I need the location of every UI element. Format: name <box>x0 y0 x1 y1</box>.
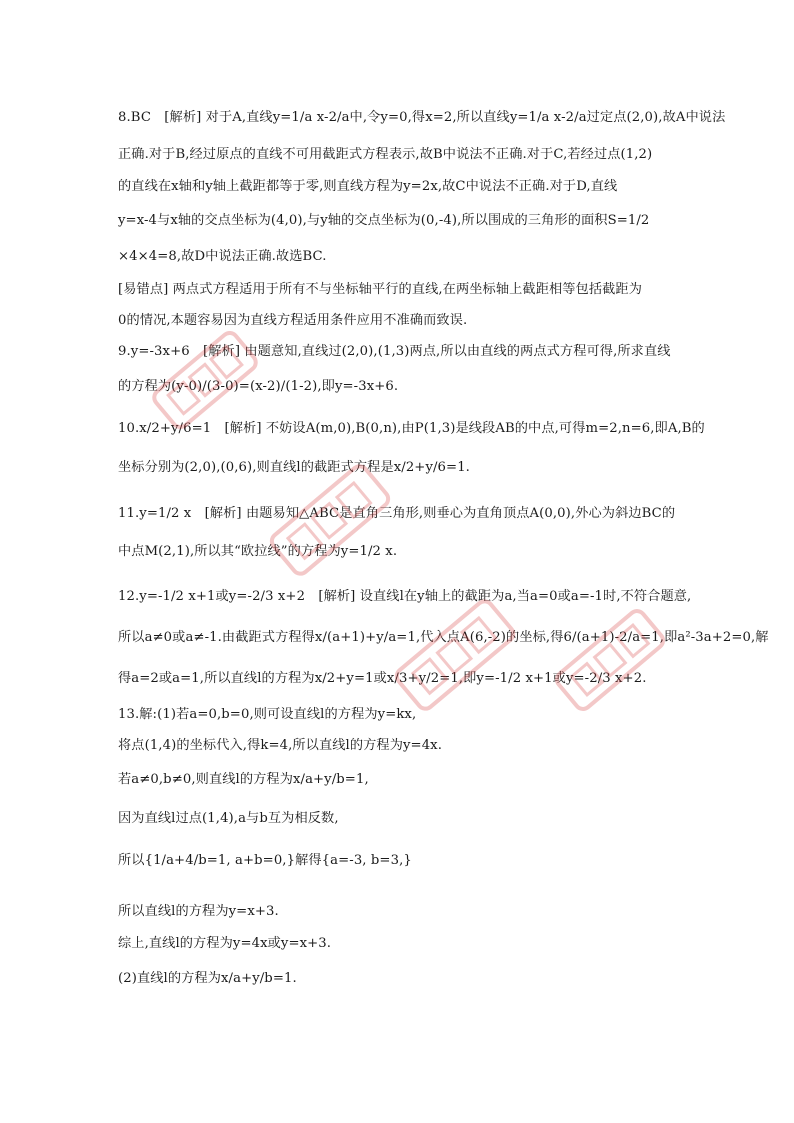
text-line: 中点M(2,1),所以其“欧拉线”的方程为y=1/2 x. <box>118 544 398 559</box>
text-line: 的方程为(y-0)/(3-0)=(x-2)/(1-2),即y=-3x+6. <box>118 379 399 394</box>
watermark-stamp-4 <box>554 608 667 712</box>
text-line: 将点(1,4)的坐标代入,得k=4,所以直线l的方程为y=4x. <box>118 738 443 753</box>
text-line: 因为直线l过点(1,4),a与b互为相反数, <box>118 811 339 826</box>
text-line: ×4×4=8,故D中说法正确.故选BC. <box>118 249 327 264</box>
watermark-stamp-3 <box>394 598 517 712</box>
text-line: 综上,直线l的方程为y=4x或y=x+3. <box>118 936 332 951</box>
text-line: y=x-4与x轴的交点坐标为(4,0),与y轴的交点坐标为(0,-4),所以围成的三角形的面积S=1/2 <box>118 213 650 228</box>
text-line: 13.解:(1)若a=0,b=0,则可设直线l的方程为y=kx, <box>118 707 417 722</box>
text-line: 9.y=-3x+6 [解析] 由题意知,直线过(2,0),(1,3)两点,所以由直线的两点式方程可得,所求直线 <box>118 344 671 359</box>
text-line: 的直线在x轴和y轴上截距都等于零,则直线方程为y=2x,故C中说法不正确.对于D,直线 <box>118 179 618 194</box>
text-line: 得a=2或a=1,所以直线l的方程为x/2+y=1或x/3+y/2=1,即y=-1/2 x+1或y=-2/3 x+2. <box>118 671 647 686</box>
text-line: 所以{1/a+4/b=1, a+b=0,}解得{a=-3, b=3,} <box>118 853 412 868</box>
watermark-stamp-1 <box>151 330 259 431</box>
text-line: 若a≠0,b≠0,则直线l的方程为x/a+y/b=1, <box>118 772 369 787</box>
text-line: 10.x/2+y/6=1 [解析] 不妨设A(m,0),B(0,n),由P(1,3)是线段AB的中点,可得m=2,n=6,即A,B的 <box>118 421 705 436</box>
watermark-stamp-2 <box>269 463 392 577</box>
text-line: [易错点] 两点式方程适用于所有不与坐标轴平行的直线,在两坐标轴上截距相等包括截距为 <box>118 282 642 297</box>
text-line: 12.y=-1/2 x+1或y=-2/3 x+2 [解析] 设直线l在y轴上的截距为a,当a=0或a=-1时,不符合题意, <box>118 589 692 604</box>
text-line: 坐标分别为(2,0),(0,6),则直线l的截距式方程是x/2+y/6=1. <box>118 460 470 475</box>
text-line: 所以直线l的方程为y=x+3. <box>118 904 279 919</box>
text-line: 11.y=1/2 x [解析] 由题易知△ABC是直角三角形,则垂心为直角顶点A(0,0),外心为斜边BC的 <box>118 506 676 521</box>
text-line: 正确.对于B,经过原点的直线不可用截距式方程表示,故B中说法不正确.对于C,若经过点(1,2) <box>118 147 653 162</box>
text-line: 所以a≠0或a≠-1.由截距式方程得x/(a+1)+y/a=1,代入点A(6,-2)的坐标,得6/(a+1)-2/a=1,即a²-3a+2=0,解 <box>118 630 769 645</box>
text-line: 8.BC [解析] 对于A,直线y=1/a x-2/a中,令y=0,得x=2,所以直线y=1/a x-2/a过定点(2,0),故A中说法 <box>118 110 726 125</box>
text-line: (2)直线l的方程为x/a+y/b=1. <box>118 971 297 986</box>
text-line: 0的情况,本题容易因为直线方程适用条件应用不准确而致误. <box>118 313 468 328</box>
